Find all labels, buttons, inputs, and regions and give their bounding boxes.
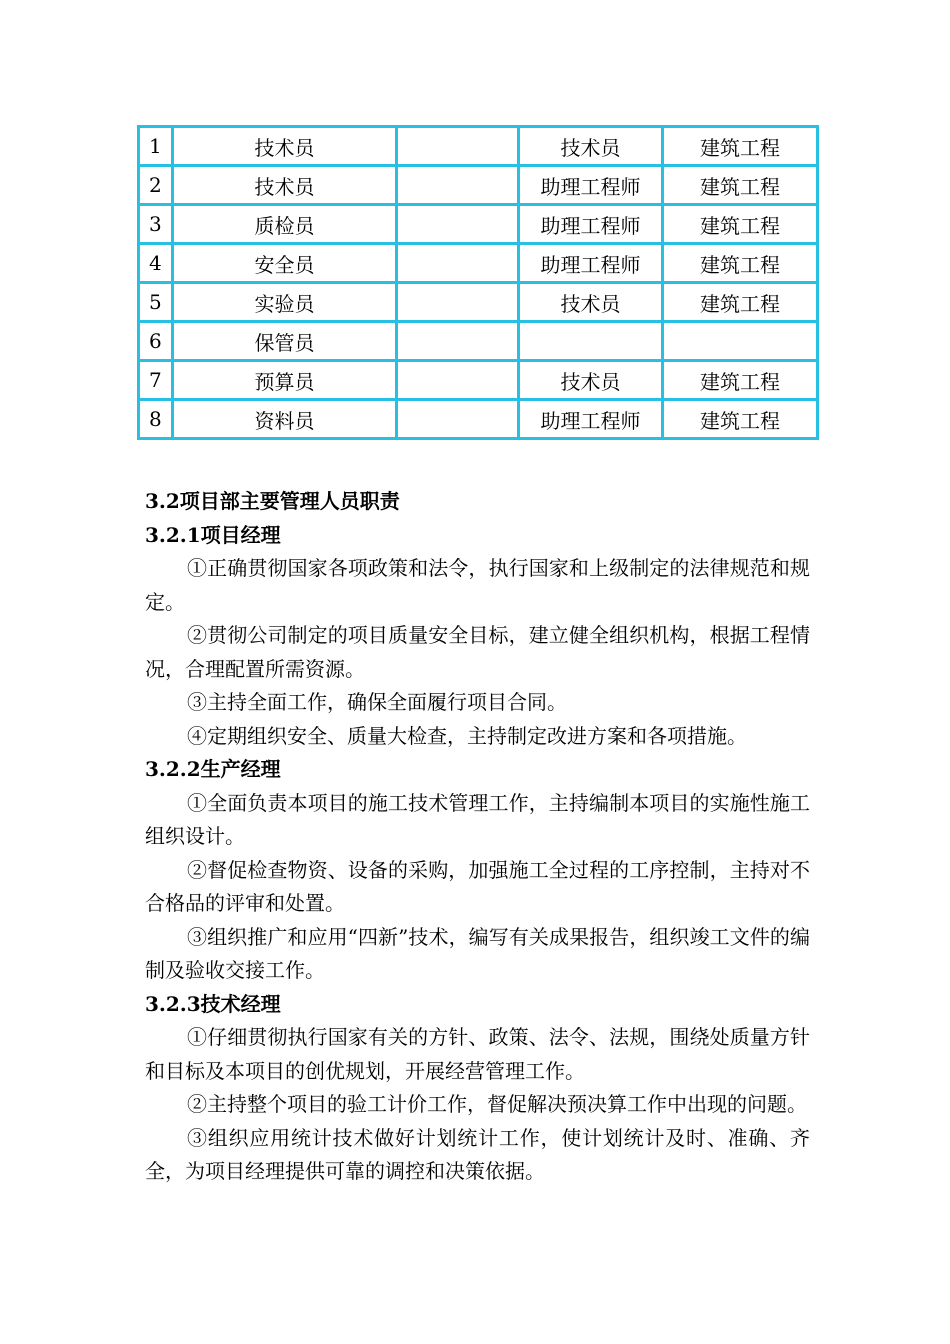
table-cell-no: 7 [139, 361, 173, 400]
table-cell-title: 助理工程师 [519, 244, 663, 283]
table-cell-role: 技术员 [173, 127, 397, 166]
duty-item: ②督促检查物资、设备的采购，加强施工全过程的工序控制，主持对不合格品的评审和处置。 [145, 857, 810, 915]
table-cell-major: 建筑工程 [663, 400, 818, 439]
table-cell-role: 技术员 [173, 166, 397, 205]
table-cell-major: 建筑工程 [663, 361, 818, 400]
table-cell-major: 建筑工程 [663, 127, 818, 166]
table-cell-title: 助理工程师 [519, 205, 663, 244]
subsection-title: 3.2.3技术经理 [145, 991, 281, 1016]
table-cell-name [397, 166, 519, 205]
subsection-list [145, 519, 810, 1189]
duty-item: ①全面负责本项目的施工技术管理工作，主持编制本项目的实施性施工组织设计。 [145, 790, 810, 848]
table-cell-role: 预算员 [173, 361, 397, 400]
table-cell-no: 8 [139, 400, 173, 439]
table-cell-role: 资料员 [173, 400, 397, 439]
table-cell-major: 建筑工程 [663, 166, 818, 205]
duty-item: ④定期组织安全、质量大检查，主持制定改进方案和各项措施。 [187, 723, 747, 748]
table-cell-no: 6 [139, 322, 173, 361]
duty-item: ①正确贯彻国家各项政策和法令，执行国家和上级制定的法律规范和规定。 [145, 556, 810, 614]
table-row [139, 322, 818, 361]
staff-table-body [139, 127, 818, 439]
table-cell-role: 质检员 [173, 205, 397, 244]
table-cell-title: 技术员 [519, 127, 663, 166]
table-cell-name [397, 361, 519, 400]
table-cell-title: 技术员 [519, 283, 663, 322]
table-row [139, 361, 818, 400]
table-row [139, 166, 818, 205]
table-cell-name [397, 322, 519, 361]
table-cell-name [397, 400, 519, 439]
duty-item: ①仔细贯彻执行国家有关的方针、政策、法令、法规，围绕处质量方针和目标及本项目的创优规划，开展经营管理工作。 [145, 1025, 810, 1083]
table-cell-no: 1 [139, 127, 173, 166]
table-cell-title: 技术员 [519, 361, 663, 400]
duty-item: ②贯彻公司制定的项目质量安全目标，建立健全组织机构，根据工程情况，合理配置所需资源。 [145, 623, 810, 681]
table-row [139, 400, 818, 439]
table-cell-name [397, 127, 519, 166]
staff-table [137, 125, 819, 440]
table-cell-name [397, 283, 519, 322]
table-cell-major: 建筑工程 [663, 205, 818, 244]
table-cell-no: 2 [139, 166, 173, 205]
table-row [139, 205, 818, 244]
table-cell-role: 保管员 [173, 322, 397, 361]
table-cell-major [663, 322, 818, 361]
duty-item: ③组织应用统计技术做好计划统计工作，使计划统计及时、准确、齐全，为项目经理提供可靠的调控和决策依据。 [145, 1125, 810, 1183]
table-cell-role: 实验员 [173, 283, 397, 322]
table-cell-title: 助理工程师 [519, 166, 663, 205]
table-cell-major: 建筑工程 [663, 244, 818, 283]
table-row [139, 127, 818, 166]
document-body [145, 485, 810, 1189]
table-cell-no: 5 [139, 283, 173, 322]
table-cell-no: 4 [139, 244, 173, 283]
subsection-title: 3.2.2生产经理 [145, 757, 281, 781]
table-cell-name [397, 205, 519, 244]
table-cell-name [397, 244, 519, 283]
table-cell-title: 助理工程师 [519, 400, 663, 439]
table-cell-major: 建筑工程 [663, 283, 818, 322]
table-cell-no: 3 [139, 205, 173, 244]
subsection-title: 3.2.1项目经理 [145, 522, 281, 547]
table-row [139, 283, 818, 322]
duty-item: ③主持全面工作，确保全面履行项目合同。 [187, 690, 567, 714]
section-title: 3.2项目部主要管理人员职责 [145, 489, 400, 513]
table-row [139, 244, 818, 283]
table-cell-title [519, 322, 663, 361]
duty-item: ③组织推广和应用“四新”技术，编写有关成果报告，组织竣工文件的编制及验收交接工作。 [145, 924, 810, 982]
table-cell-role: 安全员 [173, 244, 397, 283]
duty-item: ②主持整个项目的验工计价工作，督促解决预决算工作中出现的问题。 [187, 1092, 807, 1116]
